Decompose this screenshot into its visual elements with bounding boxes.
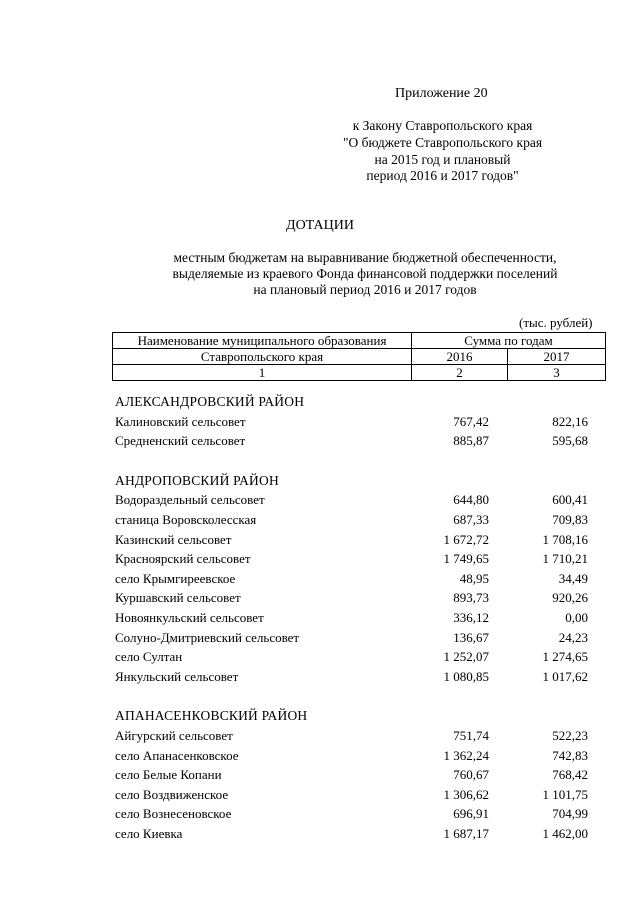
settlement-name: село Султан xyxy=(115,649,183,665)
value-2016: 885,87 xyxy=(453,433,489,449)
settlement-name: станица Воровсколесская xyxy=(115,511,257,527)
value-2017: 1 017,62 xyxy=(542,668,588,684)
subtitle-line: на плановый период 2016 и 2017 годов xyxy=(253,282,477,298)
table-row xyxy=(113,765,603,785)
table-row xyxy=(113,804,603,824)
value-2016: 644,80 xyxy=(453,492,489,508)
table-row xyxy=(113,608,603,628)
column-number-3: 3 xyxy=(508,365,606,381)
value-2017: 1 101,75 xyxy=(542,786,588,802)
settlement-name: Новоянкульский сельсовет xyxy=(115,609,264,625)
law-line: к Закону Ставропольского края xyxy=(352,118,533,133)
value-2017: 709,83 xyxy=(552,511,588,527)
district-header xyxy=(113,706,603,726)
table-row xyxy=(113,588,603,608)
value-2017: 24,23 xyxy=(558,629,588,645)
settlement-name: Янкульский сельсовет xyxy=(115,668,239,684)
value-2016: 336,12 xyxy=(453,609,489,625)
settlement-name: село Киевка xyxy=(115,825,183,841)
settlement-name: Казинский сельсовет xyxy=(115,531,232,547)
table-row xyxy=(113,412,603,432)
value-2016: 136,67 xyxy=(453,629,489,645)
value-2016: 751,74 xyxy=(453,727,489,743)
settlement-name: Солуно-Дмитриевский сельсовет xyxy=(115,629,300,645)
value-2017: 1 708,16 xyxy=(542,531,588,547)
settlement-name: село Апанасенковское xyxy=(115,747,239,763)
value-2016: 48,95 xyxy=(459,570,489,586)
law-line: на 2015 год и плановый xyxy=(374,151,511,167)
table-row xyxy=(113,667,603,687)
value-2016: 760,67 xyxy=(453,767,489,783)
table-row xyxy=(113,510,603,530)
settlement-name: село Белые Копани xyxy=(115,767,222,783)
value-2016: 1 080,85 xyxy=(443,668,489,684)
table-row xyxy=(113,431,603,451)
value-2017: 742,83 xyxy=(552,747,588,763)
table-row xyxy=(113,824,603,844)
value-2017: 920,26 xyxy=(552,590,588,606)
table-row xyxy=(113,569,603,589)
settlement-name: Калиновский сельсовет xyxy=(115,413,246,429)
district-name: АНДРОПОВСКИЙ РАЙОН xyxy=(115,472,279,488)
column-number-2: 2 xyxy=(412,365,508,381)
district-header xyxy=(113,392,603,412)
settlement-name: село Вознесеновское xyxy=(115,806,232,822)
table-row xyxy=(113,628,603,648)
table-row xyxy=(113,530,603,550)
table-row xyxy=(113,549,603,569)
subtitle-line: местным бюджетам на выравнивание бюджетной обеспеченности, xyxy=(173,250,557,265)
value-2016: 1 306,62 xyxy=(443,786,489,802)
district-name: АПАНАСЕНКОВСКИЙ РАЙОН xyxy=(115,708,308,724)
settlement-name: Средненский сельсовет xyxy=(115,433,246,449)
table-row xyxy=(113,726,603,746)
document-title: ДОТАЦИИ xyxy=(286,218,354,233)
column-number-1: 1 xyxy=(113,365,412,381)
section-spacer xyxy=(113,451,603,471)
value-2017: 704,99 xyxy=(552,806,588,822)
value-2017: 768,42 xyxy=(552,767,588,783)
units-label: (тыс. рублей) xyxy=(519,315,593,330)
document-subtitle xyxy=(145,250,585,299)
name-header-line1: Наименование муниципального образования xyxy=(113,333,412,349)
subtitle-line: выделяемые из краевого Фонда финансовой поддержки поселений xyxy=(172,266,558,282)
settlement-name: Айгурский сельсовет xyxy=(115,727,233,743)
value-2016: 1 672,72 xyxy=(443,531,489,547)
value-2016: 1 252,07 xyxy=(443,649,489,665)
table-body xyxy=(113,392,603,843)
value-2017: 522,23 xyxy=(552,727,588,743)
settlement-name: Куршавский сельсовет xyxy=(115,590,241,606)
value-2017: 34,49 xyxy=(558,570,588,586)
year-2017-header: 2017 xyxy=(508,349,606,365)
table-header xyxy=(112,332,606,381)
value-2016: 687,33 xyxy=(453,511,489,527)
settlement-name: село Крымгиреевское xyxy=(115,570,236,586)
value-2017: 822,16 xyxy=(552,413,588,429)
value-2016: 1 362,24 xyxy=(443,747,489,763)
name-header-line2: Ставропольского края xyxy=(113,349,412,365)
value-2017: 1 710,21 xyxy=(542,551,588,567)
table-row xyxy=(113,490,603,510)
value-2016: 767,42 xyxy=(453,413,489,429)
value-2016: 1 687,17 xyxy=(443,825,489,841)
value-2017: 1 462,00 xyxy=(542,825,588,841)
settlement-name: Красноярский сельсовет xyxy=(115,551,251,567)
law-reference xyxy=(330,118,555,185)
section-spacer xyxy=(113,686,603,706)
value-2016: 1 749,65 xyxy=(443,551,489,567)
value-2017: 1 274,65 xyxy=(542,649,588,665)
appendix-number: Приложение 20 xyxy=(395,86,488,101)
value-2017: 600,41 xyxy=(552,492,588,508)
law-line: период 2016 и 2017 годов" xyxy=(366,168,519,184)
district-name: АЛЕКСАНДРОВСКИЙ РАЙОН xyxy=(115,394,305,409)
value-2017: 0,00 xyxy=(565,609,588,625)
district-header xyxy=(113,471,603,491)
table-row xyxy=(113,647,603,667)
value-2016: 696,91 xyxy=(453,806,489,822)
sum-header: Сумма по годам xyxy=(412,333,606,349)
value-2017: 595,68 xyxy=(552,433,588,449)
table-row xyxy=(113,785,603,805)
year-2016-header: 2016 xyxy=(412,349,508,365)
value-2016: 893,73 xyxy=(453,590,489,606)
settlement-name: село Воздвиженское xyxy=(115,786,229,802)
settlement-name: Водораздельный сельсовет xyxy=(115,492,265,508)
table-row xyxy=(113,746,603,766)
law-line: "О бюджете Ставропольского края xyxy=(342,134,543,150)
